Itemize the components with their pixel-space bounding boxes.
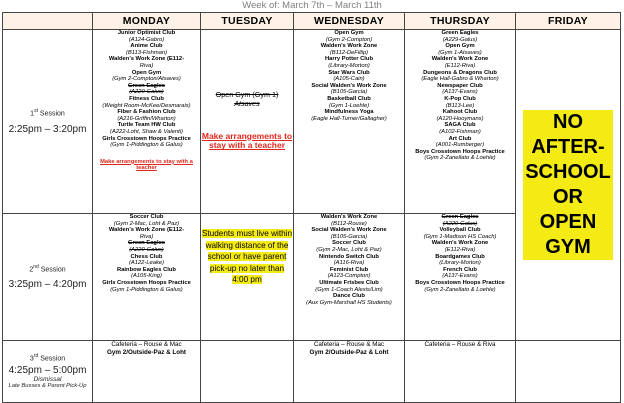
club-name: Walden's Work Zone (E112- [108,56,185,63]
club-location: (B113-Fishman) [125,49,168,56]
club-item [93,136,200,149]
tuesday-session-1 [201,30,294,214]
club-location: (E112-Riva) [444,246,476,253]
tuesday-walking-note: Students must live within walking distance of the school or have parent pick-up no later than 4:00 pm [201,229,293,285]
club-location: (B105-Garcia) [330,233,368,240]
thursday-session-3 [405,341,516,403]
wednesday-session-3 [294,341,405,403]
thursday-session-1 [405,30,516,214]
club-location: (A222-Loht, Shaw & Valenti) [110,128,183,135]
club-name: Junior Optimist Club [117,30,176,36]
club-item [405,43,515,56]
club-name: Boys Crosstown Hoops Practice [415,279,505,286]
club-name: Social Walden's Work Zone [311,82,387,89]
thursday-session-2 [405,214,516,341]
club-item [93,30,200,43]
club-item [93,96,200,109]
dismissal-note: Late Busses & Parent Pick-Up [8,382,87,389]
thursday-s3-line1: Cafeteria – Rouse & Riva [424,341,496,348]
tuesday-session-3 [201,341,294,403]
club-item [294,109,404,122]
club-item [294,56,404,69]
club-location: (Gym 2-Zanellato & Loehle) [424,155,496,162]
club-location: (Gym 2-Mac, Loht & Paz) [316,246,382,253]
friday-notice: NO AFTER- SCHOOL OR OPEN GYM [525,111,611,258]
club-name: Green Eagles [441,214,479,220]
club-item [93,227,200,240]
club-item [93,280,200,293]
club-item [405,136,515,149]
club-name: Mindfulness Yoga [324,109,374,116]
club-name: Walden's Work Zone [320,214,378,220]
club-item [405,70,515,83]
club-name: Nintendo Switch Club [319,253,379,260]
club-location: (Gym 1-Loehle) [328,102,370,109]
club-location: (B105-Garcia) [330,89,368,96]
club-location: (A220-Galus) [129,246,164,253]
dismissal-label: Dismissal [33,375,62,383]
club-location: Riva) [139,62,154,69]
club-item [405,227,515,240]
club-location: (A220-Galus) [129,89,164,96]
club-location: (A137-Evans) [442,273,478,280]
monday-s1-note: Make arrangements to stay with a teacher [100,158,193,172]
club-name: Ultimate Frisbee Club [319,279,379,286]
club-name: K-Pop Club [444,95,476,102]
club-location: (A123-Compton) [327,273,371,280]
club-item [93,83,200,96]
club-item [405,267,515,280]
wednesday-s3-line2: Gym 2/Outside-Paz & Loht [309,348,389,356]
club-name: Feminist Club [329,266,369,273]
session-3-time: 4:25pm – 5:00pm [8,364,87,376]
club-location: (Gym 1-Piddington & Galus) [110,142,183,149]
club-name: Volleyball Club [439,227,481,234]
club-item [294,30,404,43]
club-name: Boardgames Club [435,253,485,260]
club-name: SAGA Club [444,122,476,129]
club-item [93,267,200,280]
club-item [405,254,515,267]
club-item [93,43,200,56]
club-name: Boys Crosstown Hoops Practice [415,148,505,155]
tuesday-open-gym: Open Gym (Gym 1) [215,90,279,100]
club-location: (A120-Hooymans) [436,115,484,122]
club-location: (Gym 1-Atsaves) [438,49,482,56]
club-name: Soccer Club [332,240,366,247]
club-location: (A116-Riva) [333,260,365,267]
friday-cancelled [516,30,621,341]
header-monday: MONDAY [93,13,201,30]
club-item [93,122,200,135]
club-location: (Eagle Hall-Turner/Gallagher) [311,115,387,122]
club-item [405,214,515,227]
club-item [294,83,404,96]
club-name: Green Eagles [441,30,479,36]
club-item [93,109,200,122]
club-item [294,240,404,253]
club-location: (A137-Evans) [442,89,478,96]
club-item [294,227,404,240]
header-thursday: THURSDAY [405,13,516,30]
club-name: Walden's Work Zone [320,43,378,50]
club-item [294,70,404,83]
club-location: (Eagle Hall-Gabro & Wharton) [421,76,499,83]
wednesday-session-2 [294,214,405,341]
club-item [294,293,404,306]
club-location: (A102-Fishman) [439,128,481,135]
club-location: (Gym 2-Zanellato & Loehle) [424,286,496,293]
club-item [405,149,515,162]
club-location: (Gym 2-Mac, Loht & Paz) [113,220,180,227]
corner-header [3,13,93,30]
club-name: Walden's Work Zone [431,56,489,63]
club-location: (B112-DeFillip) [329,49,369,56]
club-name: Open Gym [131,69,162,76]
club-item [294,214,404,227]
club-name: Rainbow Eagles Club [117,266,176,273]
club-name: Green Eagles [127,82,166,89]
club-location: (Gym 2-Compton) [325,36,373,43]
club-location: (A122-Leake) [128,260,165,267]
club-location: (A105-King) [131,273,162,280]
club-name: Art Club [448,135,472,142]
wednesday-session-1 [294,30,405,214]
club-location: (Weight Room-McKee/Desmarais) [102,102,191,109]
club-location: (B112-Rouse) [331,220,367,227]
club-location: Riva) [139,233,154,240]
club-item [405,56,515,69]
club-name: Social Walden's Work Zone [311,227,387,234]
monday-session-3 [93,341,201,403]
club-location: (Library-Morton) [328,62,370,69]
club-location: (A220-Galus) [442,220,478,227]
club-item [405,122,515,135]
club-item [93,214,200,227]
week-title: Week of: March 7th – March 11th [242,0,382,11]
club-item [93,70,200,83]
club-item [405,109,515,122]
club-name: Star Wars Club [328,69,370,76]
club-name: Girls Crosstown Hoops Practice [102,135,191,142]
club-location: (E112-Riva) [444,62,476,69]
club-location: (Aux Gym-Marshall HS Students) [306,299,392,306]
club-location: (A105-Cain) [333,76,365,83]
club-item [294,254,404,267]
session-3-label: 3rd Session 4:25pm – 5:00pm Dismissal Late Busses & Parent Pick-Up [3,341,93,403]
friday-session-3 [516,341,621,403]
club-name: Newspaper Club [437,82,483,89]
club-location: (Gym 1-Madison HS Coach) [423,233,497,240]
club-location: (Gym 1-Piddington & Galus) [110,286,183,293]
session-1-time: 2:25pm – 3:20pm [8,123,87,135]
club-location: (Library-Morton) [439,260,481,267]
monday-s3-line2: Gym 2/Outside-Paz & Loht [106,348,187,356]
monday-s3-line1: Cafeteria – Rouse & Mac [111,341,182,348]
club-name: Dance Club [333,293,365,300]
club-item [294,280,404,293]
header-friday: FRIDAY [516,13,621,30]
club-item [93,240,200,253]
club-name: Girls Crosstown Hoops Practice [102,279,191,286]
club-location: (A124-Gabro) [128,36,165,43]
club-location: (A216-Griffin/Wharton) [117,115,176,122]
club-name: Anime Club [130,43,163,50]
club-name: Open Gym [334,30,364,36]
club-name: Basketball Club [327,95,371,102]
club-name: Turtle Team HW Club [117,122,176,129]
wednesday-s3-line1: Cafeteria – Rouse & Mac [313,341,385,348]
club-location: (A001-Rumberger) [435,142,485,149]
session-2-time: 3:25pm – 4:20pm [8,279,87,291]
club-name: Open Gym [445,43,475,50]
club-location: (B113-Lee) [445,102,475,109]
club-name: Chess Club [130,253,163,260]
monday-session-2 [93,214,201,341]
club-item [405,96,515,109]
club-name: Fitness Club [129,95,164,102]
club-item [405,280,515,293]
club-name: Fiber & Fashion Club [117,109,176,116]
tuesday-open-gym-staff: Atsaves [234,98,260,108]
club-item [93,56,200,69]
schedule-table [2,12,621,403]
club-location: (Gym 1-Coach Alexis/Lim) [315,286,383,293]
club-name: Walden's Work Zone (E112- [108,227,185,234]
monday-session-1 [93,30,201,214]
header-wednesday: WEDNESDAY [294,13,405,30]
club-name: Kahoot Club [442,109,478,116]
club-item [294,43,404,56]
club-item [294,267,404,280]
header-tuesday: TUESDAY [201,13,294,30]
club-item [405,83,515,96]
club-location: (A229-Galus) [442,36,478,43]
session-1-label: 1st Session 2:25pm – 3:20pm [3,30,93,214]
club-item [294,96,404,109]
club-name: French Club [443,266,477,273]
tuesday-s1-note: Make arrangements to stay with a teacher [201,130,293,151]
club-name: Walden's Work Zone [431,240,489,247]
club-name: Soccer Club [129,214,164,220]
club-name: Harry Potter Club [325,56,373,63]
club-name: Green Eagles [127,240,166,247]
club-item [405,30,515,43]
club-location: (Gym 2-Compton/Atsaves) [112,76,181,83]
tuesday-session-2 [201,214,294,341]
club-name: Dungeons & Dragons Club [423,69,497,76]
club-item [405,240,515,253]
session-2-label: 2nd Session 3:25pm – 4:20pm [3,214,93,341]
club-item [93,254,200,267]
